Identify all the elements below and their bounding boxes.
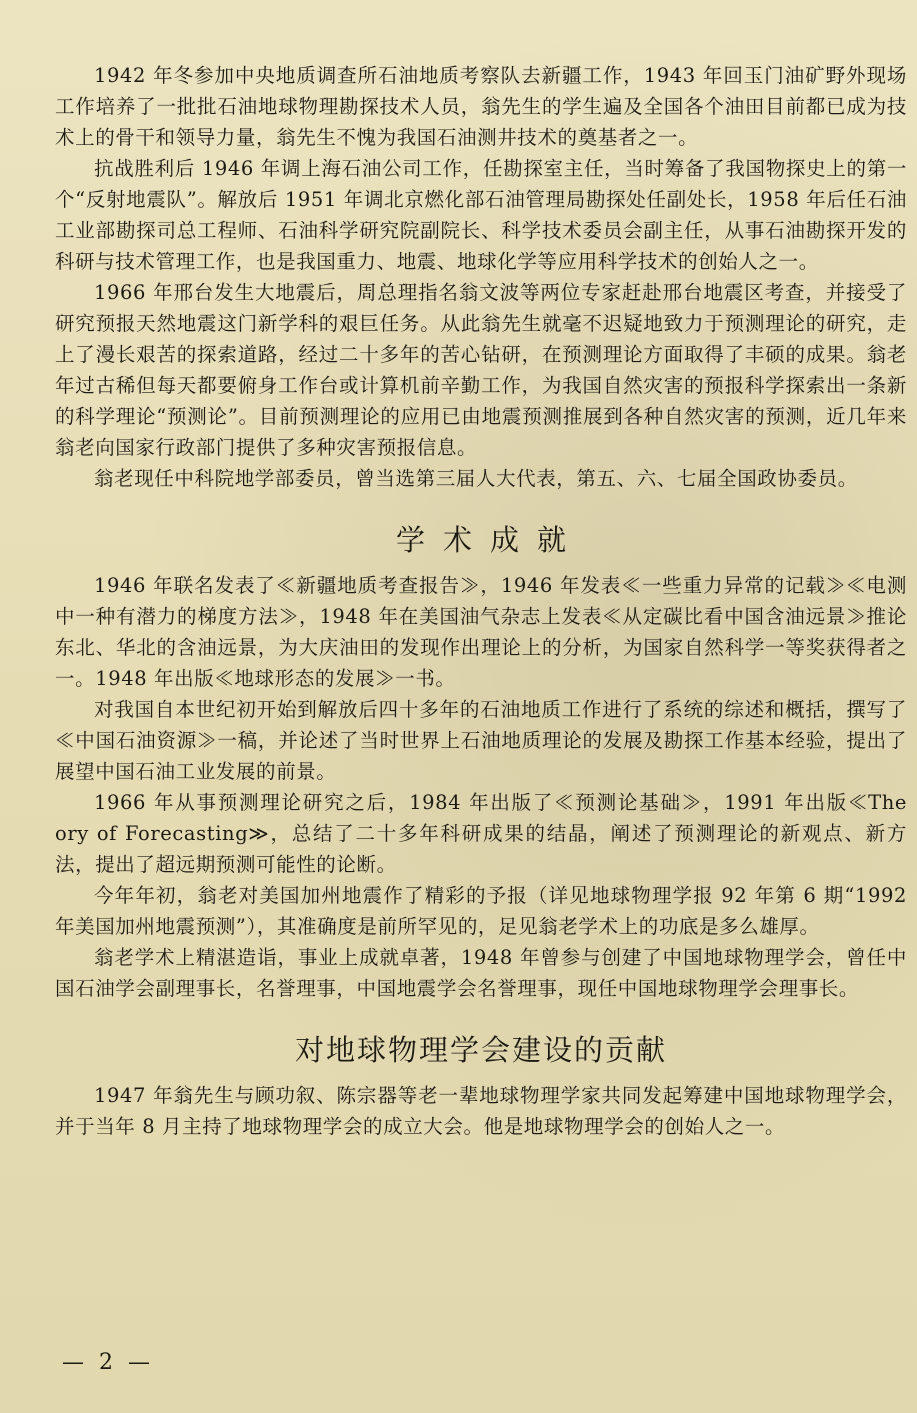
intro-paragraph-2: 抗战胜利后 1946 年调上海石油公司工作，任勘探室主任，当时筹备了我国物探史上的第一个“反射地震队”。解放后 1951 年调北京燃化部石油管理局勘探处任副处长，1958 年后任石油工业部勘探司总工程师、石油科学研究院副院长、科学技术委员会副主任，从事石油勘探开发的科研与技术管理工作，也是我国重力、地震、地球化学等应用科学技术的创始人之一。 xyxy=(55,157,907,273)
achievements-paragraph-4: 今年年初，翁老对美国加州地震作了精彩的予报（详见地球物理学报 92 年第 6 期“1992 年美国加州地震预测”），其准确度是前所罕见的，足见翁老学术上的功底是多么雄厚。 xyxy=(55,884,907,938)
intro-paragraph-1: 1942 年冬参加中央地质调查所石油地质考察队去新疆工作，1943 年回玉门油矿野外现场工作培养了一批批石油地球物理勘探技术人员，翁先生的学生遍及全国各个油田目前都已成为技术上的骨干和领导力量，翁先生不愧为我国石油测井技术的奠基者之一。 xyxy=(55,64,907,149)
page-content xyxy=(55,60,907,1142)
achievements-paragraph-5: 翁老学术上精湛造诣，事业上成就卓著，1948 年曾参与创建了中国地球物理学会，曾任中国石油学会副理事长，名誉理事，中国地震学会名誉理事，现任中国地球物理学会理事长。 xyxy=(55,946,907,1000)
achievements-paragraph-1: 1946 年联名发表了≪新疆地质考查报告≫，1946 年发表≪一些重力异常的记载≫≪电测中一种有潜力的梯度方法≫，1948 年在美国油气杂志上发表≪从定碳比看中国含油远景≫推论东北、华北的含油远景，为大庆油田的发现作出理论上的分析，为国家自然科学一等奖获得者之一。1948 年出版≪地球形态的发展≫一书。 xyxy=(55,574,907,690)
achievements-paragraph-3: 1966 年从事预测理论研究之后，1984 年出版了≪预测论基础≫，1991 年出版≪The ory of Forecasting≫，总结了二十多年科研成果的结晶，阐述了预测理论的新观点、新方法，提出了超远期预测可能性的论断。 xyxy=(55,791,907,876)
section-heading-society-contribution: 对地球物理学会建设的贡献 xyxy=(294,1033,667,1067)
achievements-paragraph-2: 对我国自本世纪初开始到解放后四十多年的石油地质工作进行了系统的综述和概括，撰写了≪中国石油资源≫一稿，并论述了当时世界上石油地质理论的发展及勘探工作基本经验，提出了展望中国石油工业发展的前景。 xyxy=(55,698,907,783)
intro-paragraph-4: 翁老现任中科院地学部委员，曾当选第三届人大代表，第五、六、七届全国政协委员。 xyxy=(94,467,858,490)
page-number: — 2 — xyxy=(62,1350,154,1375)
contribution-paragraph-1: 1947 年翁先生与顾功叙、陈宗器等老一辈地球物理学家共同发起筹建中国地球物理学会，并于当年 8 月主持了地球物理学会的成立大会。他是地球物理学会的创始人之一。 xyxy=(55,1084,907,1138)
intro-paragraph-3: 1966 年邢台发生大地震后，周总理指名翁文波等两位专家赶赴邢台地震区考查，并接受了研究预报天然地震这门新学科的艰巨任务。从此翁先生就毫不迟疑地致力于预测理论的研究，走上了漫长艰苦的探索道路，经过二十多年的苦心钻研，在预测理论方面取得了丰硕的成果。翁老年过古稀但每天都要俯身工作台或计算机前辛勤工作，为我国自然灾害的预报科学探索出一条新的科学理论“预测论”。目前预测理论的应用已由地震预测推展到各种自然灾害的预测，近几年来翁老向国家行政部门提供了多种灾害预报信息。 xyxy=(55,281,907,459)
section-heading-academic-achievements: 学术成就 xyxy=(395,523,584,557)
